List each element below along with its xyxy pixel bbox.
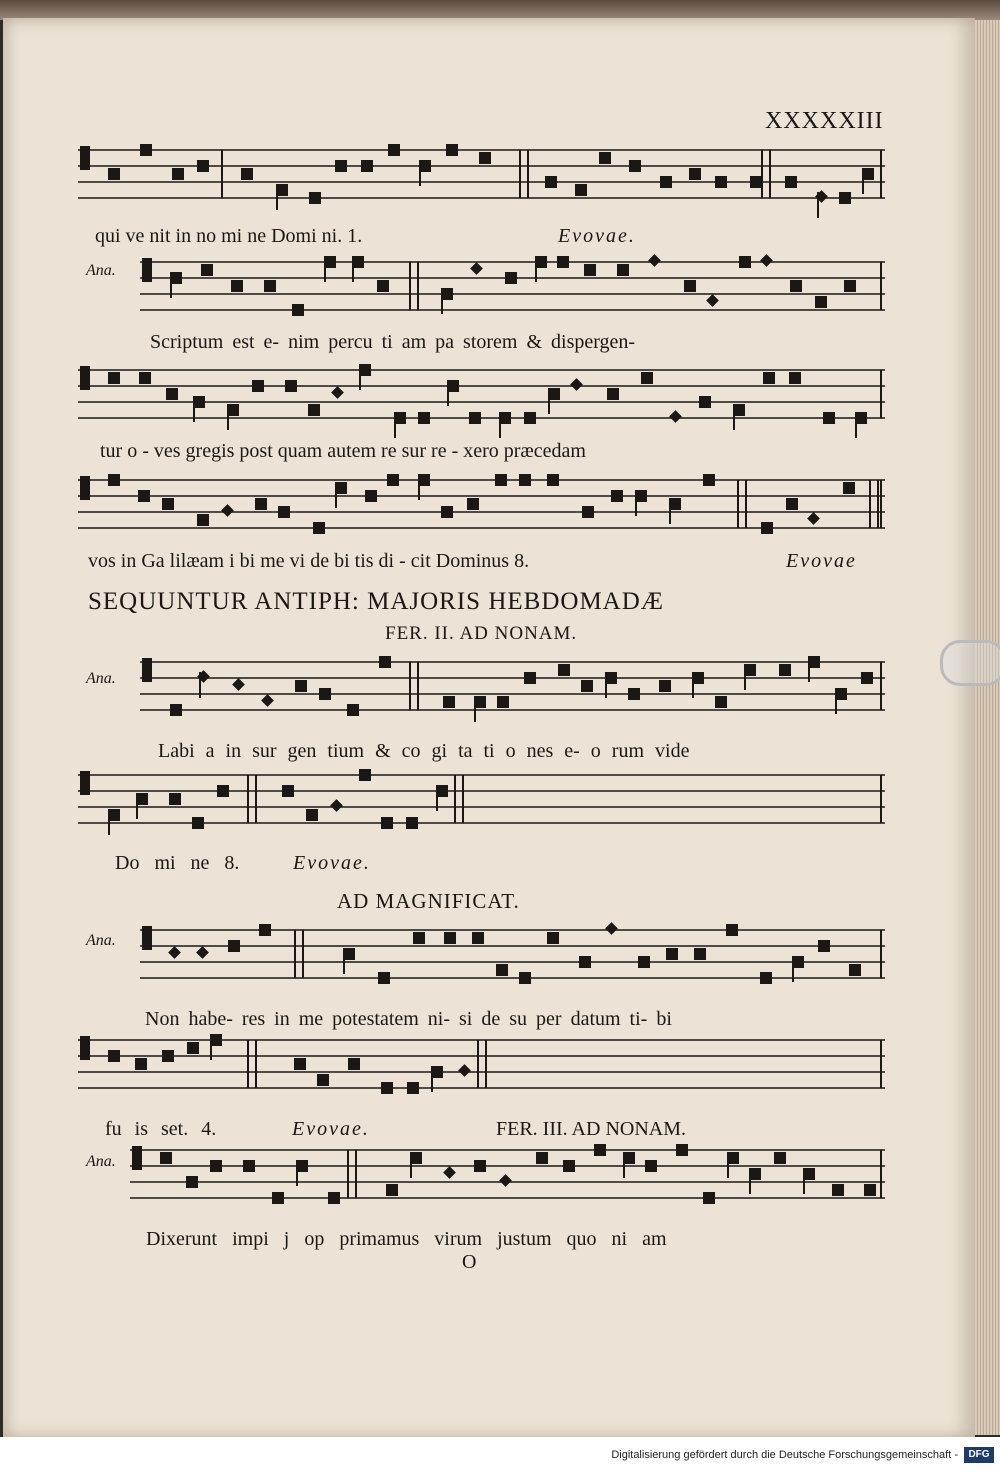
note: [558, 664, 570, 676]
note: [579, 956, 591, 968]
note: [348, 1058, 360, 1070]
note: [563, 1160, 575, 1172]
note: [739, 256, 751, 268]
note: [763, 372, 775, 384]
note: [241, 168, 253, 180]
note: [715, 696, 727, 708]
note: [581, 680, 593, 692]
note: [760, 254, 773, 267]
note: [617, 264, 629, 276]
note: [160, 1152, 172, 1164]
note: [505, 272, 517, 284]
note: [444, 932, 456, 944]
clef: [80, 146, 90, 170]
note: [446, 144, 458, 156]
evovae-6: Evovae.: [293, 852, 371, 874]
lyrics-line-5: Labi a in sur gen tium & co gi ta ti o nes e- o rum vide: [158, 740, 690, 762]
note: [441, 506, 453, 518]
note: [278, 506, 290, 518]
note: [108, 372, 120, 384]
note: [108, 474, 120, 486]
note: [317, 1074, 329, 1086]
note: [557, 256, 569, 268]
note: [387, 474, 399, 486]
note: [381, 817, 393, 829]
note: [197, 160, 209, 172]
note: [443, 1166, 456, 1179]
note: [547, 932, 559, 944]
footer-credit: Digitalisierung gefördert durch die Deutsche Forschungsgemeinschaft -: [611, 1449, 958, 1461]
clef: [132, 1146, 142, 1170]
note: [699, 396, 711, 408]
note: [495, 474, 507, 486]
evovae-8: Evovae.: [292, 1118, 370, 1140]
note: [666, 948, 678, 960]
note: [168, 946, 181, 959]
note: [703, 1192, 715, 1204]
clef: [142, 258, 152, 282]
note: [694, 948, 706, 960]
note: [138, 490, 150, 502]
note: [388, 144, 400, 156]
note: [377, 280, 389, 292]
note: [684, 280, 696, 292]
note: [221, 504, 234, 517]
note: [786, 498, 798, 510]
note: [196, 946, 209, 959]
clef: [142, 926, 152, 950]
lyrics-line-2: Scriptum est e- nim percu ti am pa storem & dispergen-: [150, 331, 636, 353]
note: [319, 688, 331, 700]
note: [479, 152, 491, 164]
ana-label-7: Ana.: [86, 932, 116, 949]
note: [750, 176, 762, 188]
note: [162, 498, 174, 510]
note: [706, 294, 719, 307]
signature-mark: O: [462, 1251, 477, 1273]
note: [295, 680, 307, 692]
note: [785, 176, 797, 188]
note: [519, 972, 531, 984]
note: [328, 1192, 340, 1204]
note: [418, 412, 430, 424]
note: [210, 1160, 222, 1172]
note: [413, 932, 425, 944]
note: [669, 410, 682, 423]
note: [815, 296, 827, 308]
note: [231, 280, 243, 292]
lyrics-line-1: qui ve nit in no mi ne Domi ni. 1.: [95, 225, 363, 247]
note: [628, 688, 640, 700]
note: [139, 372, 151, 384]
note: [496, 964, 508, 976]
lyrics-line-4: vos in Ga lilæam i bi me vi de bi tis di - cit Dominus 8.: [88, 550, 530, 572]
note: [331, 386, 344, 399]
note: [361, 160, 373, 172]
note: [169, 793, 181, 805]
note: [108, 1050, 120, 1062]
note: [524, 672, 536, 684]
note: [524, 412, 536, 424]
note: [187, 1042, 199, 1054]
note: [547, 474, 559, 486]
note: [162, 1050, 174, 1062]
lyrics-line-3: tur o - ves gregis post quam autem re sur re - xero præcedam: [100, 440, 586, 462]
note: [584, 264, 596, 276]
clef: [80, 476, 90, 500]
note: [760, 972, 772, 984]
ana-label-5: Ana.: [86, 670, 116, 687]
note: [761, 522, 773, 534]
heading-fer-3: FER. III. AD NONAM.: [496, 1118, 686, 1140]
note: [386, 1184, 398, 1196]
note: [703, 474, 715, 486]
heading-magnificat: AD MAGNIFICAT.: [337, 889, 520, 913]
note: [406, 817, 418, 829]
note: [172, 168, 184, 180]
note: [243, 1160, 255, 1172]
note: [789, 372, 801, 384]
note: [519, 474, 531, 486]
note: [641, 372, 653, 384]
note: [807, 512, 820, 525]
note: [605, 922, 618, 935]
note: [774, 1152, 786, 1164]
note: [467, 498, 479, 510]
note: [570, 378, 583, 391]
note: [255, 498, 267, 510]
clef: [142, 658, 152, 682]
note: [443, 696, 455, 708]
note: [472, 932, 484, 944]
note: [469, 412, 481, 424]
lyrics-line-7: Non habe- res in me potestatem ni- si de su per datum ti- bi: [145, 1008, 672, 1030]
note: [638, 956, 650, 968]
note: [823, 412, 835, 424]
note: [818, 940, 830, 952]
note: [689, 168, 701, 180]
footer-bar: [0, 1437, 1000, 1473]
note: [660, 176, 672, 188]
note: [228, 940, 240, 952]
note: [844, 280, 856, 292]
note: [197, 514, 209, 526]
note: [272, 1192, 284, 1204]
clef: [80, 771, 90, 795]
note: [135, 1058, 147, 1070]
lyrics-line-9: Dixerunt impi j op primamus virum justum quo ni am: [146, 1228, 667, 1250]
note: [611, 490, 623, 502]
note: [545, 176, 557, 188]
note: [166, 388, 178, 400]
note: [499, 1174, 512, 1187]
note: [335, 160, 347, 172]
note: [259, 924, 271, 936]
note: [359, 769, 371, 781]
note: [365, 490, 377, 502]
note: [779, 664, 791, 676]
note: [843, 482, 855, 494]
note: [839, 192, 851, 204]
note: [292, 304, 304, 316]
note: [599, 152, 611, 164]
note: [474, 1160, 486, 1172]
note: [306, 809, 318, 821]
note: [108, 168, 120, 180]
note: [607, 388, 619, 400]
note: [381, 1082, 393, 1094]
note: [458, 1064, 471, 1077]
note: [861, 672, 873, 684]
note: [232, 678, 245, 691]
note: [594, 1144, 606, 1156]
note: [648, 254, 661, 267]
note: [313, 522, 325, 534]
note: [497, 696, 509, 708]
page-number: XXXXXIII: [765, 108, 884, 134]
lyrics-line-6: Do mi ne 8.: [115, 852, 240, 874]
note: [192, 817, 204, 829]
note: [252, 380, 264, 392]
note: [186, 1176, 198, 1188]
lyrics-line-8: fu is set. 4.: [105, 1118, 217, 1140]
note: [645, 1160, 657, 1172]
note: [140, 144, 152, 156]
note: [832, 1184, 844, 1196]
note: [659, 680, 671, 692]
clef: [80, 366, 90, 390]
note: [309, 192, 321, 204]
note: [536, 1152, 548, 1164]
note: [676, 1144, 688, 1156]
note: [715, 176, 727, 188]
note: [330, 799, 343, 812]
note: [264, 280, 276, 292]
note: [378, 972, 390, 984]
ana-label-2: Ana.: [86, 262, 116, 279]
note: [217, 785, 229, 797]
clef: [80, 1036, 90, 1060]
note: [407, 1082, 419, 1094]
ana-label-9: Ana.: [86, 1153, 116, 1170]
note: [849, 964, 861, 976]
note: [308, 404, 320, 416]
note: [629, 160, 641, 172]
heading-fer-2: FER. II. AD NONAM.: [385, 623, 578, 644]
section-heading: SEQUUNTUR ANTIPH: MAJORIS HEBDOMADÆ: [88, 588, 665, 615]
note: [201, 264, 213, 276]
note: [347, 704, 359, 716]
note: [582, 506, 594, 518]
note: [294, 1058, 306, 1070]
evovae-4: Evovae: [786, 550, 857, 572]
note: [575, 184, 587, 196]
note: [285, 380, 297, 392]
note: [282, 785, 294, 797]
note: [379, 656, 391, 668]
note: [170, 704, 182, 716]
note: [790, 280, 802, 292]
note: [470, 262, 483, 275]
note: [726, 924, 738, 936]
note: [261, 694, 274, 707]
dfg-logo: DFG: [964, 1447, 994, 1463]
note: [864, 1184, 876, 1196]
evovae-1: Evovae.: [558, 225, 636, 247]
